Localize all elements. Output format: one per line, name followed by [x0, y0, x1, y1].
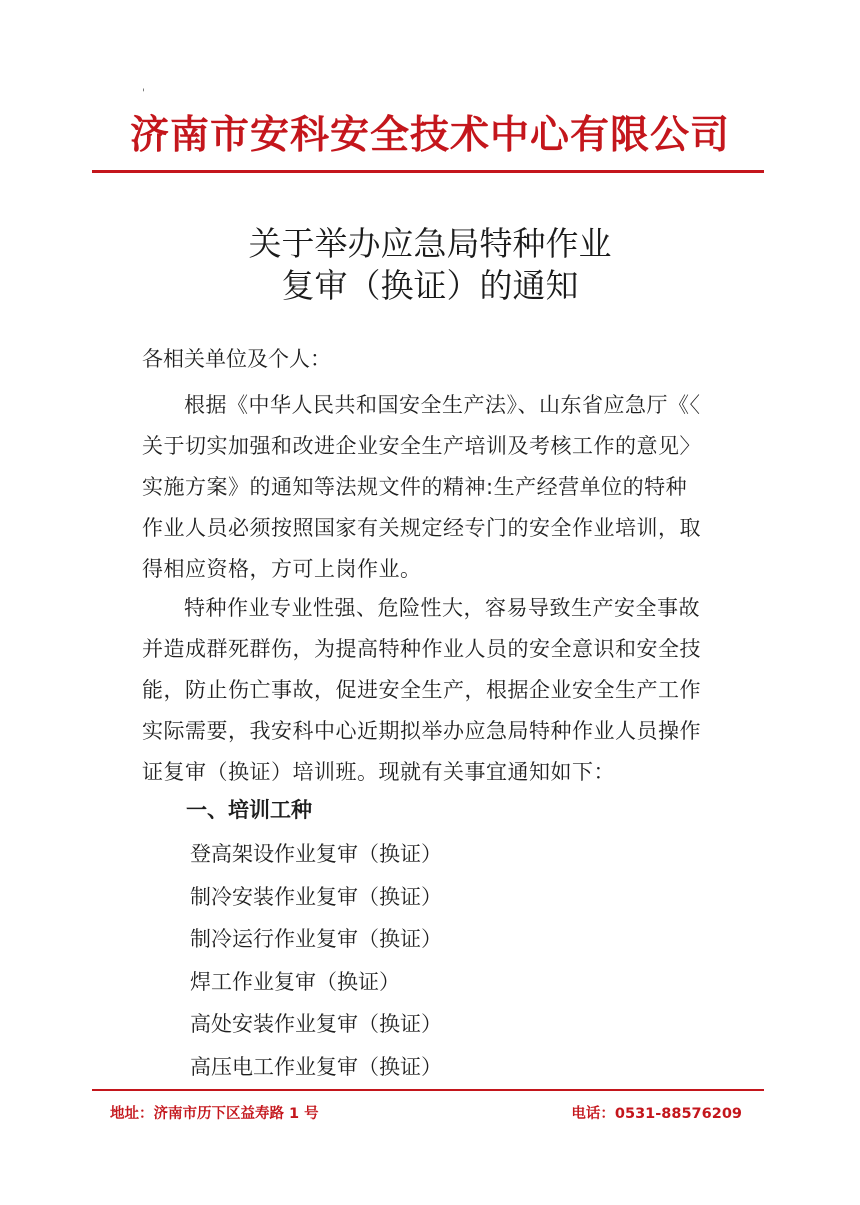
letterhead-divider: [92, 170, 764, 173]
list-item: 高压电工作业复审（换证）: [190, 1054, 442, 1079]
paragraph-line: 实施方案》的通知等法规文件的精神:生产经营单位的特种: [142, 475, 688, 499]
paragraph-line: 根据《中华人民共和国安全生产法》、山东省应急厅《〈: [184, 393, 701, 417]
company-letterhead: 济南市安科安全技术中心有限公司: [129, 112, 730, 158]
notice-title-line1: 关于举办应急局特种作业: [248, 224, 612, 263]
training-types-list: [190, 833, 442, 1088]
list-item: 制冷安装作业复审（换证）: [190, 884, 442, 909]
paragraph-line: 作业人员必须按照国家有关规定经专门的安全作业培训，取: [142, 516, 701, 540]
footer-phone: 电话：0531-88576209: [571, 1106, 742, 1122]
paragraph-line: 实际需要，我安科中心近期拟举办应急局特种作业人员操作: [142, 719, 701, 743]
section-heading-training-types: 一、培训工种: [186, 798, 312, 822]
footer-divider: [92, 1089, 764, 1091]
paragraph-legal-basis: [142, 385, 782, 590]
paragraph-purpose: [142, 588, 782, 793]
scan-mark: ': [142, 88, 145, 99]
list-item: 焊工作业复审（换证）: [190, 969, 400, 994]
list-item: 制冷运行作业复审（换证）: [190, 927, 442, 951]
paragraph-line: 并造成群死群伤，为提高特种作业人员的安全意识和安全技: [142, 637, 701, 661]
list-item: 高处安装作业复审（换证）: [190, 1012, 442, 1036]
paragraph-line: 证复审（换证）培训班。现就有关事宜通知如下：: [142, 760, 615, 784]
paragraph-line: 特种作业专业性强、危险性大，容易导致生产安全事故: [184, 596, 700, 620]
paragraph-line: 得相应资格，方可上岗作业。: [142, 557, 422, 581]
footer-address: 地址：济南市历下区益寿路 1 号: [110, 1106, 319, 1122]
salutation: 各相关单位及个人：: [142, 347, 331, 371]
paragraph-line: 能，防止伤亡事故，促进安全生产，根据企业安全生产工作: [142, 678, 701, 702]
list-item: 登高架设作业复审（换证）: [190, 842, 442, 866]
notice-title-line2: 复审（换证）的通知: [281, 266, 579, 305]
paragraph-line: 关于切实加强和改进企业安全生产培训及考核工作的意见〉: [142, 434, 701, 458]
